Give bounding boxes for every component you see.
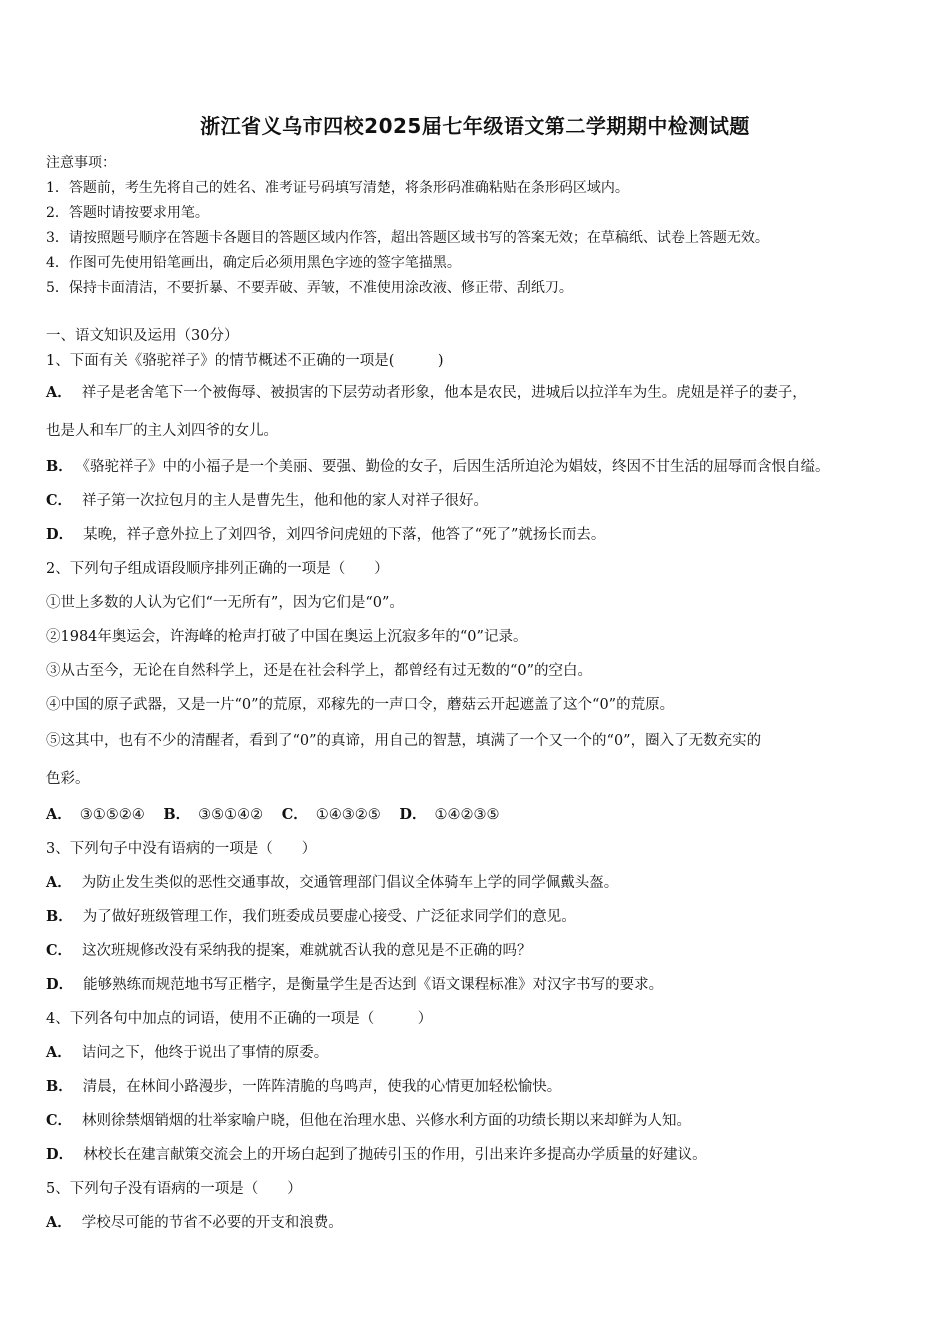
question-2-stem: 2、下列句子组成语段顺序排列正确的一项是（ ） — [46, 561, 389, 577]
question-2-sentence-2: ②1984年奥运会，许海峰的枪声打破了中国在奥运上沉寂多年的“0”记录。 — [46, 629, 528, 645]
question-2-sentence-1: ①世上多数的人认为它们“一无所有”，因为它们是“0”。 — [46, 595, 404, 611]
option-text: ③⑤①④② — [198, 807, 264, 823]
option-text: 祥子是老舍笔下一个被侮辱、被损害的下层劳动者形象，他本是农民，进城后以拉洋车为生。虎妞是祥子的妻子， — [81, 385, 807, 401]
question-2-sentence-4: ④中国的原子武器，又是一片“0”的荒原，邓稼先的一声口令，蘑菇云开起遮盖了这个“0”的荒原。 — [46, 697, 675, 713]
option-text: 林则徐禁烟销烟的壮举家喻户晓，但他在治理水患、兴修水利方面的功绩长期以来却鲜为人知。 — [82, 1113, 692, 1129]
option-letter: A． — [46, 806, 72, 823]
option-text: 为了做好班级管理工作，我们班委成员要虚心接受、广泛征求同学们的意见。 — [82, 909, 576, 925]
option-text: ①④③②⑤ — [315, 807, 381, 823]
question-2-sentence-5: ⑤这其中，也有不少的清醒者，看到了“0”的真谛，用自己的智慧，填满了一个又一个的“0”，圈入了无数充实的 — [46, 733, 762, 749]
question-4-stem: 4、下列各句中加点的词语，使用不正确的一项是（ ） — [46, 1011, 433, 1027]
option-letter: B． — [163, 806, 191, 823]
option-text: 学校尽可能的节省不必要的开支和浪费。 — [81, 1215, 343, 1231]
notice-item: 1．答题前，考生先将自己的姓名、准考证号码填写清楚，将条形码准确粘贴在条形码区域内。 — [46, 180, 629, 196]
option-letter: A． — [46, 384, 72, 401]
question-3-option-b — [46, 900, 916, 934]
question-3-option-a — [46, 866, 916, 900]
question-2-option-d — [399, 807, 499, 823]
option-text: 能够熟练而规范地书写正楷字，是衡量学生是否达到《语文课程标准》对汉字书写的要求。 — [83, 977, 664, 993]
notice-item: 3．请按照题号顺序在答题卡各题目的答题区域内作答，超出答题区域书写的答案无效；在草稿纸、试卷上答题无效。 — [46, 230, 769, 246]
notice-heading: 注意事项： — [46, 155, 116, 171]
option-text: 林校长在建言献策交流会上的开场白起到了抛砖引玉的作用，引出来许多提高办学质量的好建议。 — [83, 1147, 707, 1163]
question-2-sentence-5-continued: 色彩。 — [46, 771, 90, 787]
option-text: 祥子第一次拉包月的主人是曹先生，他和他的家人对祥子很好。 — [82, 493, 489, 509]
question-2-options — [46, 798, 916, 832]
option-letter: C． — [281, 806, 308, 823]
option-letter: A． — [46, 874, 72, 891]
question-4-option-b — [46, 1070, 916, 1104]
option-letter: D． — [399, 806, 427, 823]
questions — [46, 324, 916, 1240]
question-2-option-c — [282, 807, 381, 823]
option-text: ①④②③⑤ — [434, 807, 500, 823]
question-1-option-a-continued: 也是人和车厂的主人刘四爷的女儿。 — [46, 423, 278, 439]
option-letter: C． — [46, 942, 73, 959]
question-1-option-d — [46, 518, 916, 552]
notice-item: 5．保持卡面清洁，不要折暴、不要弄破、弄皱，不准使用涂改液、修正带、刮纸刀。 — [46, 280, 573, 296]
option-text: 诘问之下，他终于说出了事情的原委。 — [81, 1045, 329, 1061]
option-letter: D． — [46, 1146, 74, 1163]
option-text: 《骆驼祥子》中的小福子是一个美丽、要强、勤俭的女子，后因生活所迫沦为娼妓，终因不甘生活的屈辱而含恨自缢。 — [82, 459, 830, 475]
question-2-option-b — [163, 807, 263, 823]
question-4-option-c — [46, 1104, 916, 1138]
option-text: 为防止发生类似的恶性交通事故，交通管理部门倡议全体骑车上学的同学佩戴头盔。 — [81, 875, 619, 891]
option-letter: B． — [46, 908, 73, 925]
question-1-option-c — [46, 484, 916, 518]
notice-item: 4．作图可先使用铅笔画出，确定后必须用黑色字迹的签字笔描黑。 — [46, 255, 461, 271]
notice-item: 2．答题时请按要求用笔。 — [46, 205, 209, 221]
section-heading: 一、语文知识及运用（30分） — [46, 328, 239, 344]
option-letter: B． — [46, 1078, 73, 1095]
question-3-option-d — [46, 968, 916, 1002]
question-4-option-d — [46, 1138, 916, 1172]
question-3-option-c — [46, 934, 916, 968]
option-text: 清晨，在林间小路漫步，一阵阵清脆的鸟鸣声，使我的心情更加轻松愉快。 — [82, 1079, 562, 1095]
option-text: 某晚，祥子意外拉上了刘四爷，刘四爷问虎妞的下落，他答了“死了”就扬长而去。 — [83, 527, 606, 543]
option-letter: C． — [46, 492, 73, 509]
question-2-option-a — [46, 807, 145, 823]
question-5-option-a — [46, 1206, 916, 1240]
question-1-option-b — [46, 450, 916, 484]
question-5-stem: 5、下列句子没有语病的一项是（ ） — [46, 1181, 302, 1197]
option-letter: D． — [46, 976, 74, 993]
notice-block — [46, 151, 916, 301]
page-title: 浙江省义乌市四校2025届七年级语文第二学期期中检测试题 — [200, 114, 750, 138]
question-1-option-a — [46, 374, 916, 412]
question-3-stem: 3、下列句子中没有语病的一项是（ ） — [46, 841, 317, 857]
option-letter: D． — [46, 526, 74, 543]
option-letter: B． — [46, 458, 73, 475]
option-letter: A． — [46, 1214, 72, 1231]
option-letter: C． — [46, 1112, 73, 1129]
question-1-stem: 1、下面有关《骆驼祥子》的情节概述不正确的一项是( ) — [46, 353, 444, 369]
option-text: 这次班规修改没有采纳我的提案，难就就否认我的意见是不正确的吗？ — [82, 943, 532, 959]
option-text: ③①⑤②④ — [79, 807, 145, 823]
question-2-sentence-3: ③从古至今，无论在自然科学上，还是在社会科学上，都曾经有过无数的“0”的空白。 — [46, 663, 593, 679]
question-4-option-a — [46, 1036, 916, 1070]
option-letter: A． — [46, 1044, 72, 1061]
